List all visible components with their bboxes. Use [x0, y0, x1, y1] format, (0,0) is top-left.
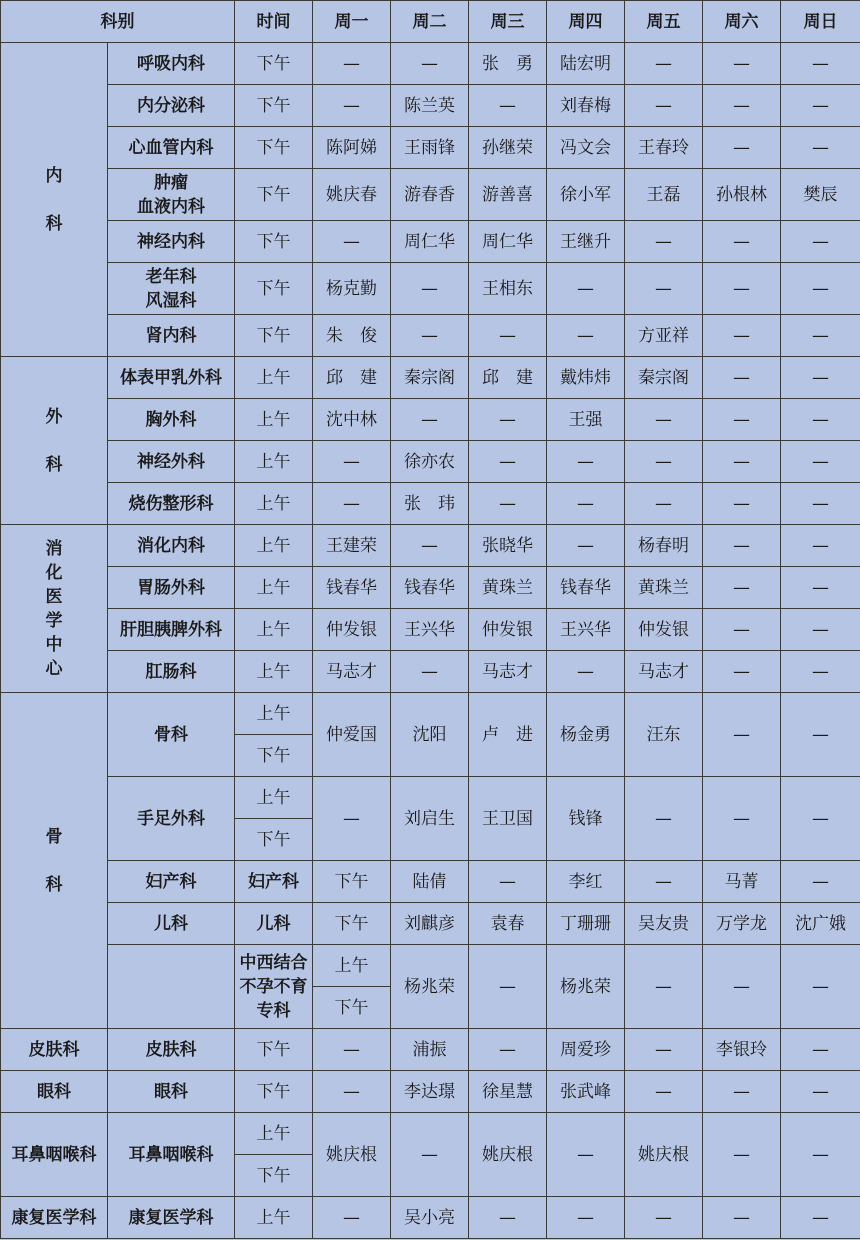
schedule-row: [1, 1071, 860, 1113]
department-name: 眼科: [108, 1071, 235, 1113]
department-name: 胸外科: [108, 399, 235, 441]
doctor-cell: 王相东: [469, 263, 547, 315]
doctor-cell: 王卫国: [469, 777, 547, 861]
doctor-cell: —: [781, 693, 860, 777]
schedule-row: [1, 777, 860, 819]
schedule-row: [1, 945, 860, 987]
schedule-row: [1, 1197, 860, 1239]
doctor-cell: —: [391, 525, 469, 567]
doctor-cell: —: [781, 85, 860, 127]
doctor-cell: —: [781, 861, 860, 903]
department-name: 呼吸内科: [108, 43, 235, 85]
header-day-tue: 周二: [391, 1, 469, 43]
doctor-cell: 杨金勇: [547, 693, 625, 777]
schedule-row: [1, 315, 860, 357]
doctor-cell: 方亚祥: [625, 315, 703, 357]
doctor-cell: —: [781, 43, 860, 85]
doctor-cell: —: [703, 441, 781, 483]
doctor-cell: —: [469, 483, 547, 525]
doctor-cell: 万学龙: [703, 903, 781, 945]
doctor-cell: —: [313, 1197, 391, 1239]
doctor-cell: —: [625, 945, 703, 1029]
header-time: 时间: [235, 1, 313, 43]
doctor-cell: 姚庆根: [625, 1113, 703, 1197]
schedule-row: [1, 525, 860, 567]
schedule-row: [1, 483, 860, 525]
doctor-cell: 李红: [547, 861, 625, 903]
doctor-cell: —: [781, 399, 860, 441]
schedule-row: [1, 903, 860, 945]
doctor-cell: 姚庆根: [313, 1113, 391, 1197]
doctor-cell: 冯文会: [547, 127, 625, 169]
doctor-cell: 徐小军: [547, 169, 625, 221]
session-time: 上午: [235, 525, 313, 567]
session-time: 下午: [235, 1071, 313, 1113]
department-name: 心血管内科: [108, 127, 235, 169]
session-time-pm: 下午: [235, 1155, 313, 1197]
doctor-cell: —: [391, 399, 469, 441]
schedule-row: [1, 43, 860, 85]
doctor-cell: 钱春华: [313, 567, 391, 609]
schedule-row: [1, 169, 860, 221]
doctor-cell: —: [391, 1113, 469, 1197]
doctor-cell: 王春玲: [625, 127, 703, 169]
doctor-cell: 姚庆根: [469, 1113, 547, 1197]
department-name: 胃肠外科: [108, 567, 235, 609]
doctor-cell: 邱 建: [313, 357, 391, 399]
doctor-cell: 姚庆春: [313, 169, 391, 221]
doctor-cell: —: [781, 945, 860, 1029]
doctor-cell: 张晓华: [469, 525, 547, 567]
doctor-cell: 钱春华: [391, 567, 469, 609]
doctor-cell: —: [625, 1071, 703, 1113]
doctor-cell: 陆倩: [391, 861, 469, 903]
doctor-cell: 徐亦农: [391, 441, 469, 483]
doctor-cell: 马志才: [625, 651, 703, 693]
doctor-cell: —: [469, 1197, 547, 1239]
doctor-cell: 钱锋: [547, 777, 625, 861]
doctor-cell: 马志才: [469, 651, 547, 693]
doctor-cell: —: [469, 945, 547, 1029]
doctor-cell: —: [781, 357, 860, 399]
session-time: 上午: [235, 651, 313, 693]
session-time: 下午: [235, 85, 313, 127]
doctor-cell: —: [313, 1071, 391, 1113]
header-day-thu: 周四: [547, 1, 625, 43]
department-name: 康复医学科: [108, 1197, 235, 1239]
department-name: 神经内科: [108, 221, 235, 263]
doctor-cell: —: [781, 127, 860, 169]
doctor-cell: —: [625, 263, 703, 315]
doctor-cell: —: [781, 1113, 860, 1197]
group-label: 眼科: [1, 1071, 108, 1113]
doctor-cell: —: [391, 651, 469, 693]
doctor-cell: —: [625, 777, 703, 861]
schedule-row: [1, 85, 860, 127]
schedule-row: [1, 693, 860, 735]
department-name: 中西结合 不孕不育专科: [235, 945, 313, 1029]
schedule-body: [1, 43, 860, 1239]
doctor-cell: 吴小亮: [391, 1197, 469, 1239]
doctor-cell: —: [703, 357, 781, 399]
session-time-am: 上午: [235, 777, 313, 819]
doctor-cell: 陆宏明: [547, 43, 625, 85]
doctor-cell: —: [625, 441, 703, 483]
doctor-cell: 仲发银: [625, 609, 703, 651]
group-label: 骨 科: [1, 693, 108, 1029]
doctor-cell: —: [781, 483, 860, 525]
schedule-row: [1, 609, 860, 651]
doctor-cell: 卢 进: [469, 693, 547, 777]
doctor-cell: —: [547, 263, 625, 315]
doctor-cell: —: [469, 441, 547, 483]
session-time-pm: 下午: [313, 987, 391, 1029]
doctor-cell: 陈阿娣: [313, 127, 391, 169]
doctor-cell: 王磊: [625, 169, 703, 221]
doctor-cell: 刘春梅: [547, 85, 625, 127]
doctor-cell: —: [625, 861, 703, 903]
doctor-cell: —: [547, 525, 625, 567]
doctor-cell: —: [313, 483, 391, 525]
department-name: 肝胆胰脾外科: [108, 609, 235, 651]
doctor-cell: 陈兰英: [391, 85, 469, 127]
doctor-cell: —: [625, 1029, 703, 1071]
doctor-cell: 邱 建: [469, 357, 547, 399]
doctor-cell: 杨克勤: [313, 263, 391, 315]
doctor-cell: 游春香: [391, 169, 469, 221]
doctor-cell: 戴炜炜: [547, 357, 625, 399]
session-time: 上午: [235, 483, 313, 525]
doctor-cell: —: [781, 525, 860, 567]
doctor-cell: —: [469, 85, 547, 127]
doctor-cell: —: [547, 483, 625, 525]
doctor-cell: 张 玮: [391, 483, 469, 525]
doctor-cell: —: [625, 43, 703, 85]
doctor-cell: —: [313, 85, 391, 127]
doctor-cell: 刘麒彦: [391, 903, 469, 945]
schedule-row: [1, 567, 860, 609]
doctor-cell: 秦宗阁: [391, 357, 469, 399]
header-day-sat: 周六: [703, 1, 781, 43]
schedule-row: [1, 399, 860, 441]
doctor-cell: —: [781, 777, 860, 861]
session-time-pm: 下午: [235, 735, 313, 777]
doctor-cell: —: [703, 315, 781, 357]
doctor-cell: 王强: [547, 399, 625, 441]
session-time-am: 上午: [313, 945, 391, 987]
session-time: 上午: [235, 567, 313, 609]
doctor-cell: 王雨锋: [391, 127, 469, 169]
doctor-cell: 黄珠兰: [625, 567, 703, 609]
doctor-cell: 李银玲: [703, 1029, 781, 1071]
doctor-cell: —: [703, 85, 781, 127]
department-name: 妇产科: [235, 861, 313, 903]
department-name: 内分泌科: [108, 85, 235, 127]
doctor-cell: 马志才: [313, 651, 391, 693]
session-time: 上午: [235, 1197, 313, 1239]
schedule-row: [1, 441, 860, 483]
doctor-cell: 沈中林: [313, 399, 391, 441]
doctor-cell: —: [703, 693, 781, 777]
session-time-am: 上午: [235, 1113, 313, 1155]
schedule-row: [1, 357, 860, 399]
doctor-cell: —: [313, 1029, 391, 1071]
doctor-cell: —: [703, 567, 781, 609]
header-day-wed: 周三: [469, 1, 547, 43]
department-name: 耳鼻咽喉科: [108, 1113, 235, 1197]
doctor-cell: —: [703, 43, 781, 85]
header-day-mon: 周一: [313, 1, 391, 43]
doctor-cell: —: [391, 43, 469, 85]
doctor-cell: 王建荣: [313, 525, 391, 567]
group-label: 内 科: [1, 43, 108, 357]
group-label: 外 科: [1, 357, 108, 525]
session-time: 下午: [235, 127, 313, 169]
department-name: 消化内科: [108, 525, 235, 567]
doctor-cell: 朱 俊: [313, 315, 391, 357]
doctor-cell: —: [703, 1197, 781, 1239]
doctor-cell: 孙根林: [703, 169, 781, 221]
doctor-cell: —: [625, 399, 703, 441]
doctor-cell: —: [781, 441, 860, 483]
department-name: 骨科: [108, 693, 235, 777]
doctor-cell: —: [781, 651, 860, 693]
header-day-fri: 周五: [625, 1, 703, 43]
doctor-cell: —: [781, 609, 860, 651]
doctor-cell: 仲爱国: [313, 693, 391, 777]
session-time: 下午: [235, 221, 313, 263]
doctor-cell: 秦宗阁: [625, 357, 703, 399]
group-label: 皮肤科: [1, 1029, 108, 1071]
doctor-cell: 李达璟: [391, 1071, 469, 1113]
department-name: 体表甲乳外科: [108, 357, 235, 399]
group-label: 妇产科: [108, 861, 235, 903]
schedule-row: [1, 221, 860, 263]
doctor-cell: —: [625, 221, 703, 263]
doctor-cell: 浦振: [391, 1029, 469, 1071]
doctor-cell: —: [703, 1071, 781, 1113]
doctor-cell: 周仁华: [469, 221, 547, 263]
doctor-cell: —: [391, 315, 469, 357]
doctor-cell: 张 勇: [469, 43, 547, 85]
header-category: 科别: [1, 1, 235, 43]
doctor-cell: —: [703, 263, 781, 315]
session-time: 上午: [235, 357, 313, 399]
doctor-cell: 袁春: [469, 903, 547, 945]
doctor-cell: —: [625, 85, 703, 127]
doctor-cell: 汪东: [625, 693, 703, 777]
doctor-cell: —: [469, 399, 547, 441]
session-time: 上午: [235, 441, 313, 483]
doctor-cell: 钱春华: [547, 567, 625, 609]
doctor-cell: —: [547, 315, 625, 357]
department-name: 肾内科: [108, 315, 235, 357]
schedule-row: [1, 1029, 860, 1071]
doctor-cell: —: [703, 651, 781, 693]
doctor-cell: 徐星慧: [469, 1071, 547, 1113]
group-label: 消 化 医 学 中 心: [1, 525, 108, 693]
doctor-cell: 周爱珍: [547, 1029, 625, 1071]
doctor-cell: 王继升: [547, 221, 625, 263]
doctor-cell: —: [781, 1029, 860, 1071]
doctor-cell: 游善喜: [469, 169, 547, 221]
doctor-cell: 樊辰: [781, 169, 860, 221]
doctor-cell: 丁珊珊: [547, 903, 625, 945]
session-time: 下午: [235, 1029, 313, 1071]
doctor-cell: 王兴华: [547, 609, 625, 651]
doctor-cell: 张武峰: [547, 1071, 625, 1113]
doctor-cell: —: [703, 399, 781, 441]
doctor-cell: 吴友贵: [625, 903, 703, 945]
header-day-sun: 周日: [781, 1, 860, 43]
doctor-cell: —: [469, 315, 547, 357]
doctor-cell: 周仁华: [391, 221, 469, 263]
doctor-cell: —: [469, 1029, 547, 1071]
session-time: 下午: [313, 903, 391, 945]
department-name: 烧伤整形科: [108, 483, 235, 525]
doctor-cell: —: [313, 221, 391, 263]
doctor-cell: 杨春明: [625, 525, 703, 567]
doctor-cell: 刘启生: [391, 777, 469, 861]
doctor-cell: —: [625, 483, 703, 525]
doctor-cell: —: [313, 777, 391, 861]
department-name: 老年科 风湿科: [108, 263, 235, 315]
schedule-row: [1, 651, 860, 693]
doctor-cell: —: [313, 441, 391, 483]
doctor-cell: —: [547, 1113, 625, 1197]
schedule-row: [1, 127, 860, 169]
session-time-am: 上午: [235, 693, 313, 735]
department-name: 儿科: [235, 903, 313, 945]
doctor-cell: —: [547, 1197, 625, 1239]
doctor-cell: —: [781, 221, 860, 263]
doctor-cell: —: [391, 263, 469, 315]
department-name: 手足外科: [108, 777, 235, 861]
group-label: [108, 945, 235, 1029]
doctor-cell: —: [703, 777, 781, 861]
department-name: 皮肤科: [108, 1029, 235, 1071]
doctor-cell: —: [703, 483, 781, 525]
doctor-cell: —: [781, 1197, 860, 1239]
doctor-cell: —: [469, 861, 547, 903]
doctor-cell: —: [703, 127, 781, 169]
group-label: 儿科: [108, 903, 235, 945]
doctor-cell: —: [703, 525, 781, 567]
doctor-cell: 孙继荣: [469, 127, 547, 169]
header-row: [1, 1, 860, 43]
doctor-cell: 黄珠兰: [469, 567, 547, 609]
group-label: 康复医学科: [1, 1197, 108, 1239]
doctor-cell: —: [703, 221, 781, 263]
session-time: 下午: [235, 263, 313, 315]
schedule-row: [1, 1113, 860, 1155]
doctor-cell: 马菁: [703, 861, 781, 903]
doctor-cell: 沈广娥: [781, 903, 860, 945]
doctor-cell: —: [625, 1197, 703, 1239]
session-time-pm: 下午: [235, 819, 313, 861]
session-time: 下午: [235, 169, 313, 221]
doctor-cell: —: [547, 441, 625, 483]
session-time: 下午: [235, 43, 313, 85]
doctor-cell: 杨兆荣: [391, 945, 469, 1029]
department-name: 肿瘤 血液内科: [108, 169, 235, 221]
group-label: 耳鼻咽喉科: [1, 1113, 108, 1197]
doctor-cell: —: [313, 43, 391, 85]
doctor-cell: —: [703, 1113, 781, 1197]
schedule-row: [1, 861, 860, 903]
doctor-cell: —: [781, 567, 860, 609]
doctor-cell: 沈阳: [391, 693, 469, 777]
doctor-cell: 杨兆荣: [547, 945, 625, 1029]
session-time: 上午: [235, 399, 313, 441]
doctor-cell: —: [703, 945, 781, 1029]
department-name: 神经外科: [108, 441, 235, 483]
doctor-cell: —: [547, 651, 625, 693]
doctor-cell: —: [781, 263, 860, 315]
department-name: 肛肠科: [108, 651, 235, 693]
doctor-cell: —: [781, 315, 860, 357]
doctor-cell: 仲发银: [313, 609, 391, 651]
doctor-cell: 王兴华: [391, 609, 469, 651]
schedule-row: [1, 263, 860, 315]
session-time: 上午: [235, 609, 313, 651]
session-time: 下午: [235, 315, 313, 357]
doctor-cell: 仲发银: [469, 609, 547, 651]
session-time: 下午: [313, 861, 391, 903]
doctor-cell: —: [781, 1071, 860, 1113]
doctor-cell: —: [703, 609, 781, 651]
